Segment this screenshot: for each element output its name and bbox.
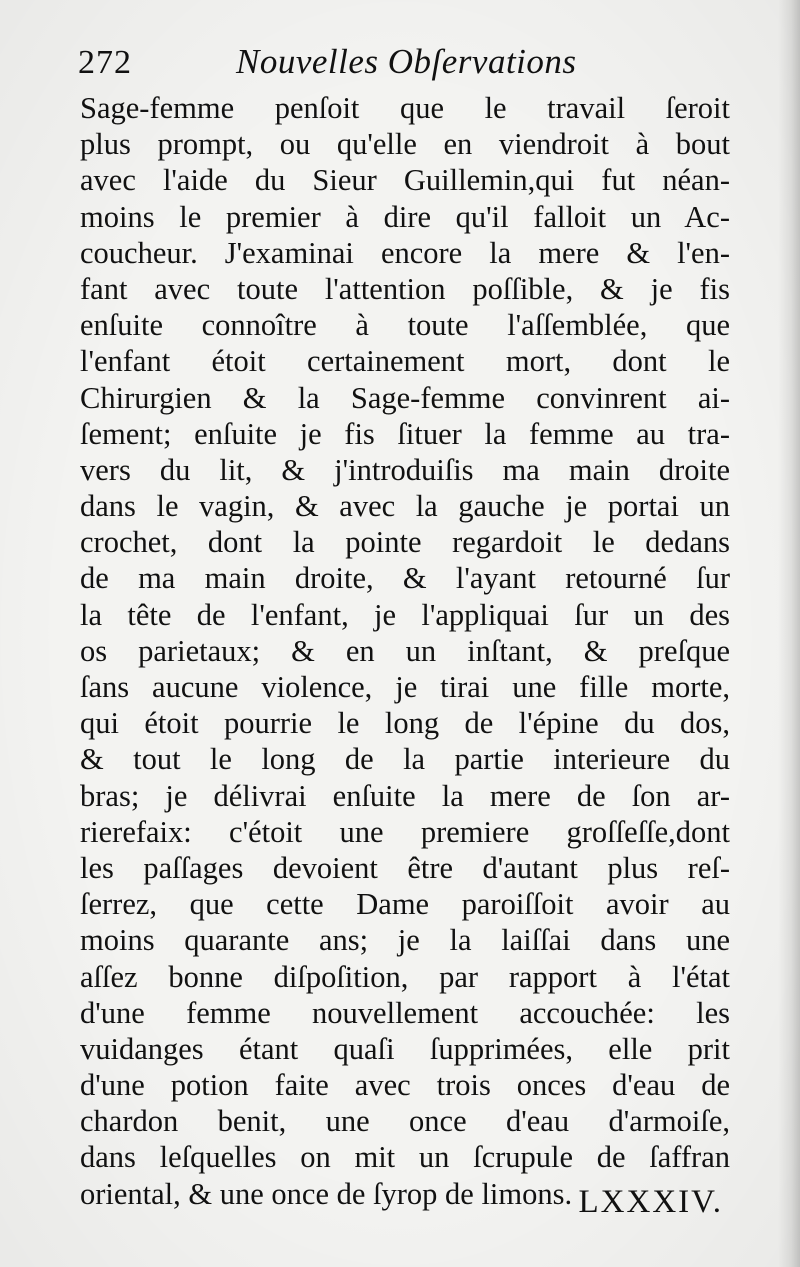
text-line: d'une femme nouvellement accouchée: les bbox=[80, 995, 730, 1030]
text-line: d'une potion faite avec trois onces d'eau de bbox=[80, 1068, 730, 1103]
text-line: dans leſquelles on mit un ſcrupule de ſaffran bbox=[80, 1140, 730, 1175]
text-line: dans le vagin, & avec la gauche je portai un bbox=[80, 489, 730, 524]
text-line: oriental, & une once de ſyrop de limons. bbox=[80, 1176, 573, 1211]
text-line: vuidanges étant quaſi ſupprimées, elle prit bbox=[80, 1031, 730, 1066]
text-line: avec l'aide du Sieur Guillemin,qui fut néan- bbox=[80, 163, 730, 198]
text-line: enſuite connoître à toute l'aſſemblée, que bbox=[80, 308, 730, 343]
text-line: moins quarante ans; je la laiſſai dans une bbox=[80, 923, 730, 958]
text-line: chardon benit, une once d'eau d'armoiſe, bbox=[80, 1104, 730, 1139]
text-line: ſerrez, que cette Dame paroiſſoit avoir au bbox=[80, 887, 730, 922]
text-line: Sage-femme penſoit que le travail ſeroit bbox=[80, 91, 730, 125]
page-gutter-shadow bbox=[778, 0, 800, 1267]
text-line: bras; je délivrai enſuite la mere de ſon ar- bbox=[80, 778, 730, 813]
page-number: 272 bbox=[78, 44, 132, 81]
page-header bbox=[78, 40, 728, 86]
text-line: & tout le long de la partie interieure du bbox=[80, 742, 730, 777]
text-line: qui étoit pourrie le long de l'épine du dos, bbox=[80, 706, 730, 741]
text-line: moins le premier à dire qu'il falloit un Ac- bbox=[80, 199, 730, 234]
body-text bbox=[80, 90, 730, 1212]
text-line: rierefaix: c'étoit une premiere groſſeſſe,dont bbox=[80, 814, 730, 849]
text-line: vers du lit, & j'introduiſis ma main droite bbox=[80, 452, 730, 487]
text-line: la tête de l'enfant, je l'appliquai ſur un des bbox=[80, 597, 730, 632]
text-line: crochet, dont la pointe regardoit le dedans bbox=[80, 525, 730, 560]
text-line: aſſez bonne diſpoſition, par rapport à l'état bbox=[80, 959, 730, 994]
text-line: coucheur. J'examinai encore la mere & l'en- bbox=[80, 235, 730, 270]
text-line: os parietaux; & en un inſtant, & preſque bbox=[80, 633, 730, 668]
text-line: ſans aucune violence, je tirai une fille morte, bbox=[80, 670, 730, 704]
text-line: de ma main droite, & l'ayant retourné ſur bbox=[80, 561, 730, 596]
text-line: plus prompt, ou qu'elle en viendroit à bout bbox=[80, 127, 730, 162]
text-line: fant avec toute l'attention poſſible, & je fis bbox=[80, 271, 730, 306]
catchword: LXXXIV. bbox=[578, 1184, 723, 1220]
text-line: l'enfant étoit certainement mort, dont le bbox=[80, 344, 730, 379]
text-line: Chirurgien & la Sage-femme convinrent ai- bbox=[80, 380, 730, 415]
running-title: Nouvelles Obſervations bbox=[236, 42, 577, 81]
text-line: ſement; enſuite je fis ſituer la femme au tra- bbox=[80, 416, 730, 451]
text-line: les paſſages devoient être d'autant plus reſ- bbox=[80, 850, 730, 885]
